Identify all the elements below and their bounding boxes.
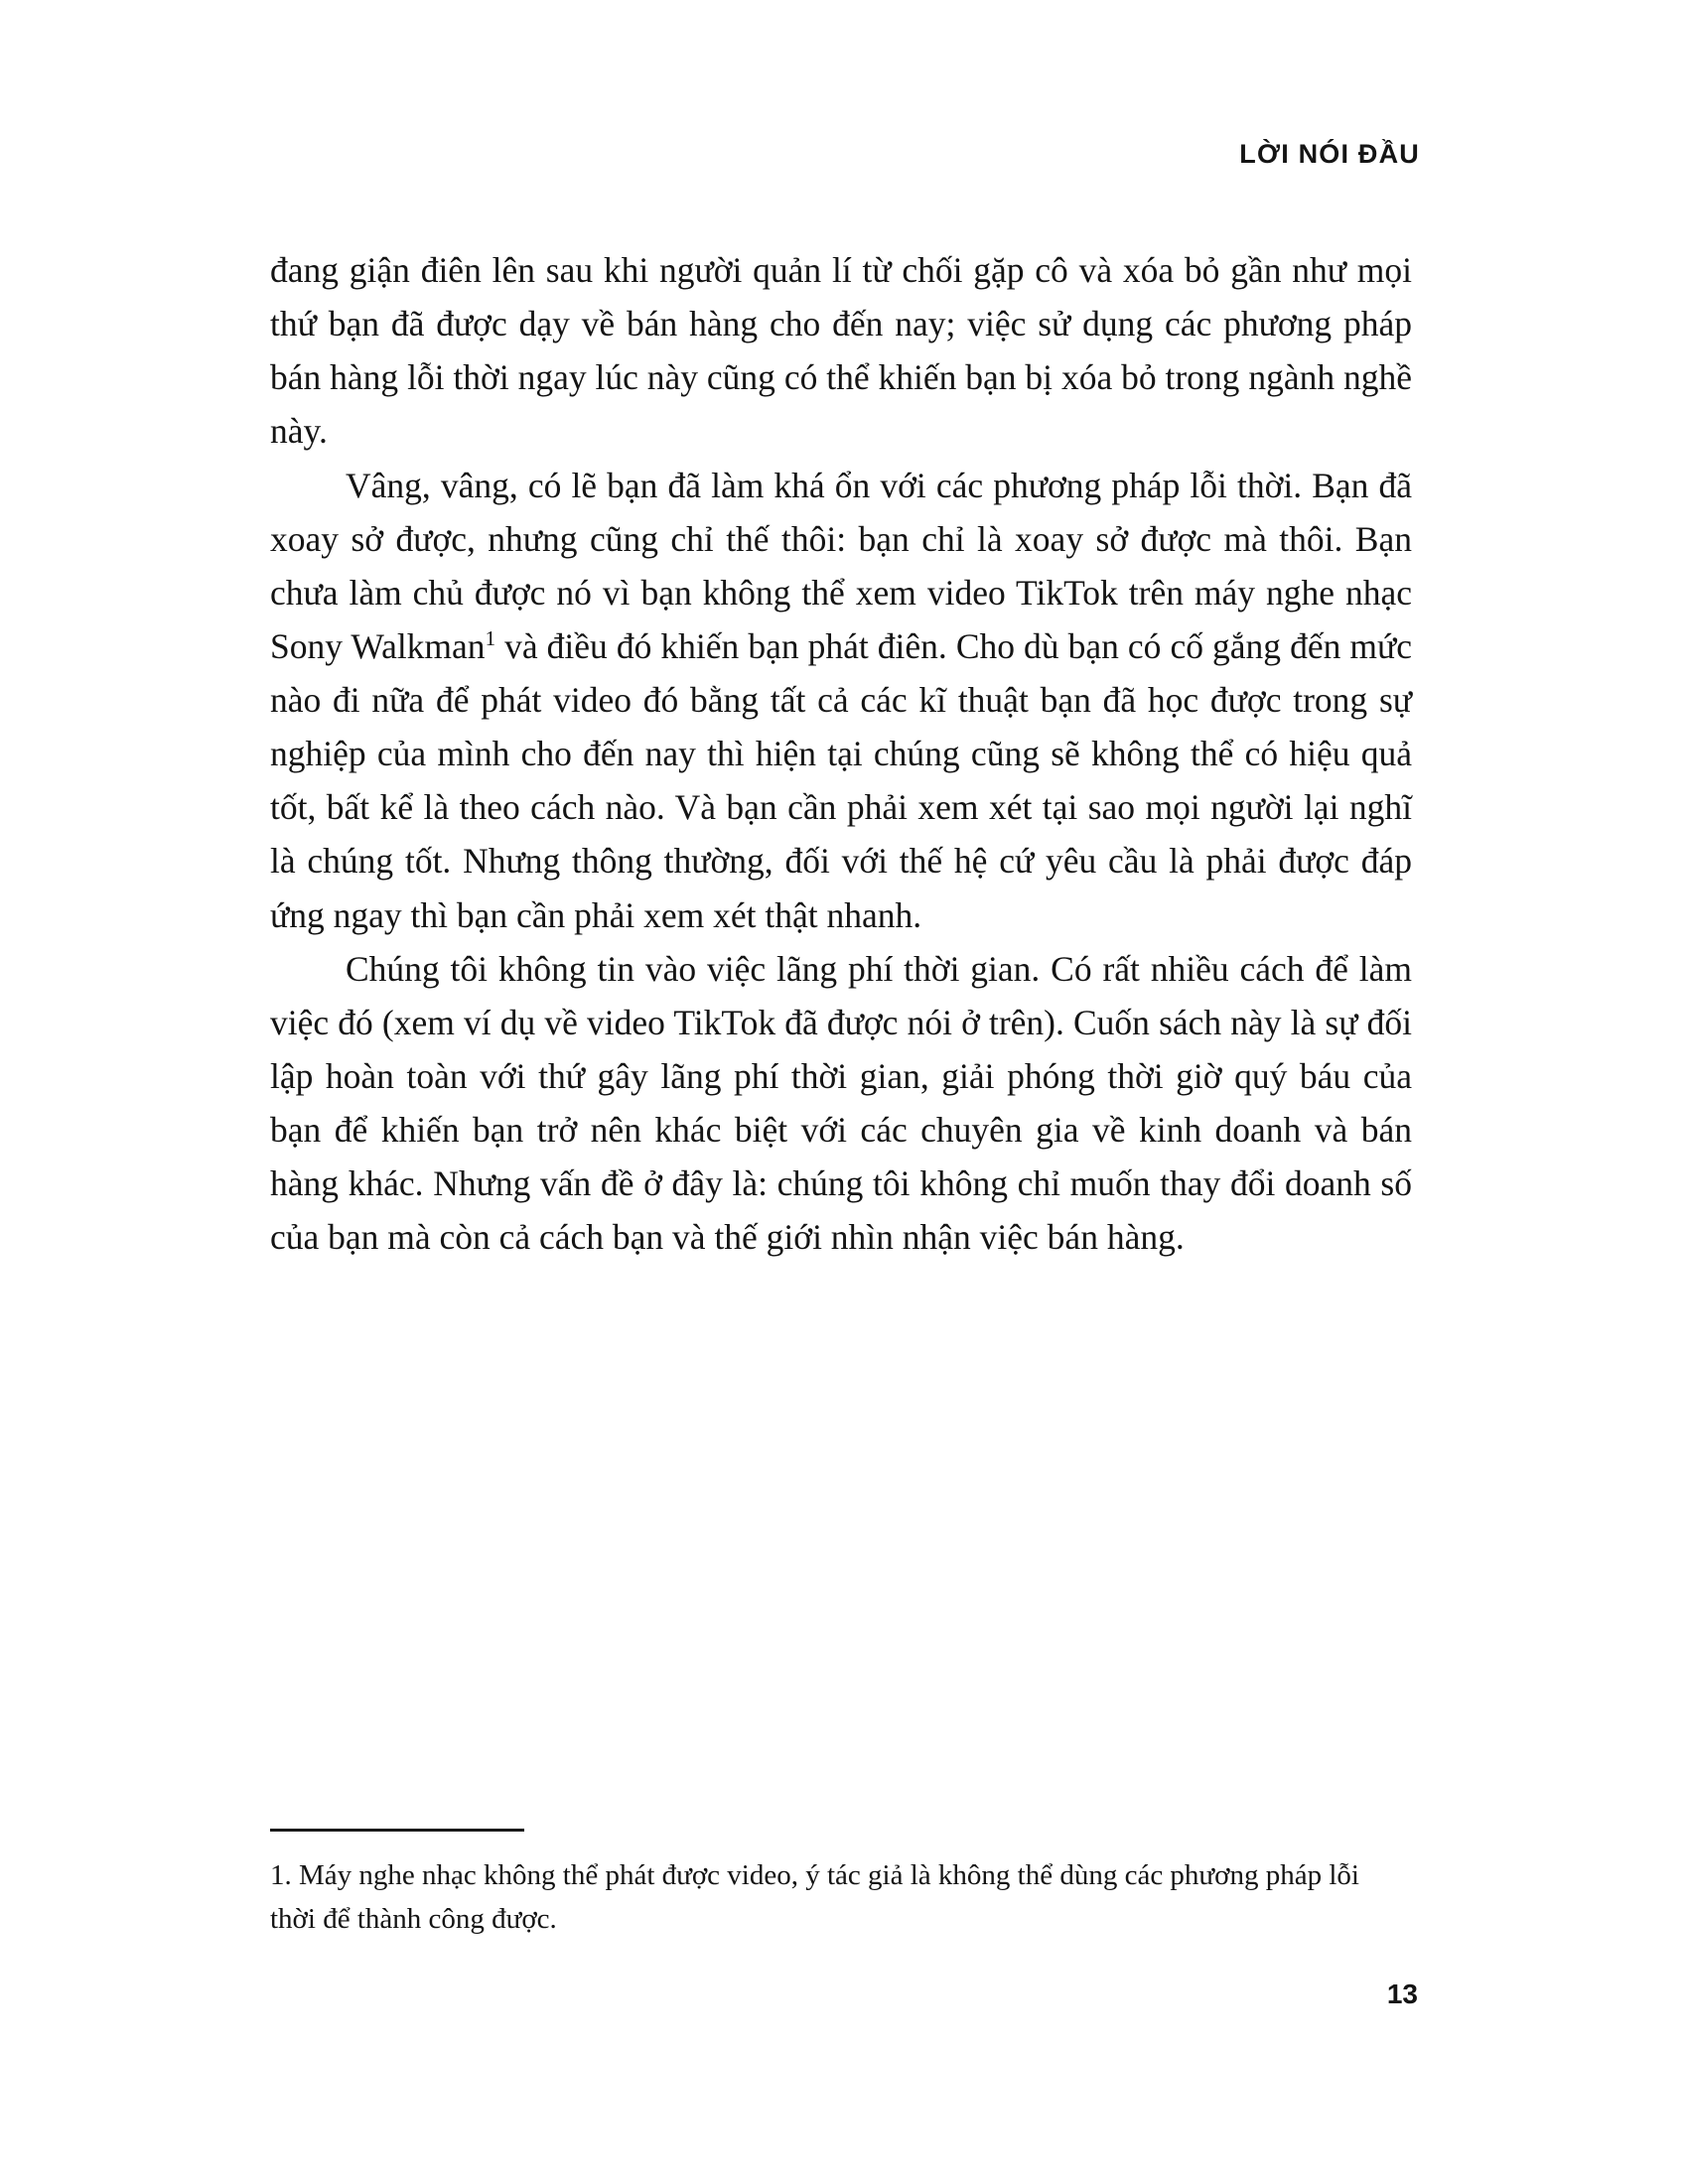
paragraph-final: Chúng tôi không tin vào việc lãng phí thời gian. Có rất nhiều cách để làm việc đó (xem ví dụ về video TikTok đã được nói ở trên). Cuốn sách này là sự đối lập hoàn toàn với thứ gây lãng phí thời gian, giải phóng thời giờ quý báu của bạn để khiến bạn trở nên khác biệt với các chuyên gia về kinh doanh và bán hàng khác. Nhưng vấn đề ở đây là: chúng tôi không chỉ muốn thay đổi doanh số của bạn mà còn cả cách bạn và thế giới nhìn nhận việc bán hàng.: [270, 948, 1412, 1258]
footnote-text: 1. Máy nghe nhạc không thể phát được video, ý tác giả là không thể dùng các phương pháp lỗi thời để thành công được.: [270, 1859, 1359, 1935]
paragraph-text-part-1: Vâng, vâng, có lẽ bạn đã làm khá ổn với các phương pháp lỗi thời. Bạn đã xoay sở được, nhưng cũng chỉ thế thôi: bạn chỉ là xoay sở được mà thôi. Bạn chưa làm chủ được nó vì bạn không thể xem video TikTok trên máy nghe nhạc Sony Walkman: [270, 465, 1412, 666]
running-head: LỜI NÓI ĐẦU: [1239, 139, 1420, 169]
paragraph-text-part-2: và điều đó khiến bạn phát điên. Cho dù bạn có cố gắng đến mức nào đi nữa để phát video đó bằng tất cả các kĩ thuật bạn đã học được trong sự nghiệp của mình cho đến nay thì hiện tại chúng cũng sẽ không thể có hiệu quả tốt, bất kể là theo cách nào. Và bạn cần phải xem xét tại sao mọi người lại nghĩ là chúng tốt. Nhưng thông thường, đối với thế hệ cứ yêu cầu là phải được đáp ứng ngay thì bạn cần phải xem xét thật nhanh.: [270, 625, 1412, 935]
footnote-separator-rule: [270, 1829, 524, 1832]
footnote-marker[interactable]: 1: [485, 626, 496, 651]
paragraph-with-footnote: [270, 459, 1412, 942]
body-text-area: [270, 243, 1412, 1264]
page-number: 13: [1386, 1979, 1418, 2009]
paragraph-continuation: đang giận điên lên sau khi người quản lí từ chối gặp cô và xóa bỏ gần như mọi thứ bạn đã được dạy về bán hàng cho đến nay; việc sử dụng các phương pháp bán hàng lỗi thời ngay lúc này cũng có thể khiến bạn bị xóa bỏ trong ngành nghề này.: [270, 250, 1412, 452]
